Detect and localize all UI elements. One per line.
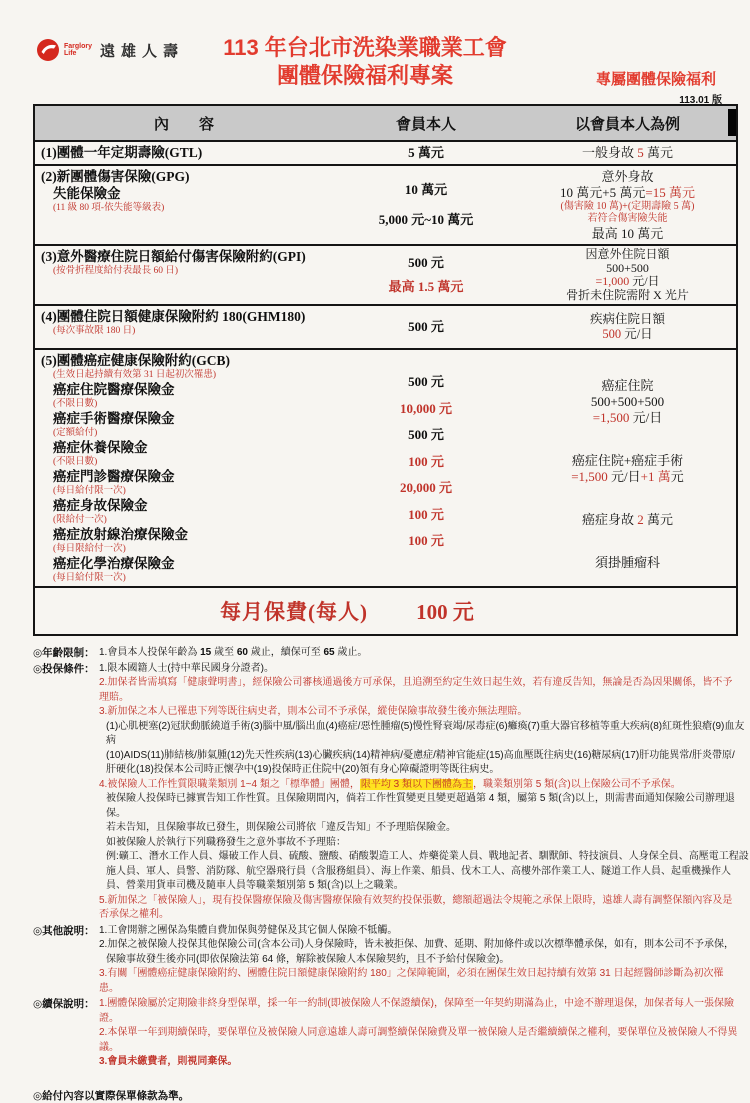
text-segment: =15 萬元 (645, 184, 695, 200)
text-segment: 元/日 (629, 410, 663, 425)
text-segment: (限給付一次) (53, 515, 107, 525)
text-segment: 10 萬元+5 萬元 (560, 184, 646, 200)
text-line (522, 555, 733, 571)
text-line (41, 202, 342, 214)
text-segment: 癌症化學治療保險金 (53, 556, 175, 571)
text-segment: 癌症門診醫療保險金 (53, 469, 175, 484)
note-renewal-body (99, 997, 742, 1070)
text-segment: 癌症手術醫療保險金 (53, 411, 175, 426)
text-line (99, 938, 742, 953)
text-segment: 限平均 3 類以下團體為主 (360, 778, 472, 790)
text-line (41, 526, 342, 543)
text-segment: 例:礦工、潛水工作人員、爆破工作人員、硫酸、鹽酸、硝酸製造工人、炸藥從業人員、戰地記者、馴獸師、特技演員、人身保全員、高壓電工程設施人員、軍人、員警、消防隊、航空器飛行員（含服務組員）、海上作業、船員、伐木工人、高樓外部作業工人、隧道工作人員、起重機操作人員、營業用貨車司機及隨車人員等職業類別第 5 類(含)以上之職業。 (106, 851, 749, 891)
text-line (41, 497, 342, 514)
text-segment: 骨折未住院需附 X 光片 (566, 287, 689, 302)
text-line (41, 325, 342, 337)
note-age-limit-body (99, 646, 742, 661)
text-segment: 10,000 元 (399, 400, 452, 416)
text-segment: 15 (200, 647, 212, 658)
text-line (41, 398, 342, 410)
text-line (336, 319, 516, 335)
text-line (99, 763, 749, 778)
text-line (522, 327, 733, 342)
text-segment: 3.有關「團體癌症健康保險附約、團體住院日額健康保險附約 180」之保障範圍，必須在團保生效日起持續有效第 31 日起經醫師診斷為初次罹患。 (99, 968, 724, 994)
text-line (99, 821, 749, 836)
text-segment: 疾病住院日額 (589, 312, 665, 326)
text-segment: (1)心肌梗塞(2)冠狀動脈繞道手術(3)腦中風/腦出血(4)癌症/惡性腫瘤(5)慢性腎衰竭/尿毒症(6)癱瘓(7)重大器官移植等重大疾病(8)紅斑性狼瘡(9)血友病 (106, 720, 745, 746)
text-line (99, 924, 742, 939)
text-segment: 100 元 (408, 533, 444, 548)
text-segment: +1 萬 (640, 469, 671, 484)
gpg-amount-cell (333, 166, 519, 244)
text-segment: 1.會員本人投保年齡為 (99, 647, 201, 658)
company-name: 遠雄人壽 (100, 42, 185, 60)
text-segment: 歲止，續保可至 (247, 647, 324, 658)
text-segment: 癌症休養保險金 (53, 440, 148, 455)
text-line (41, 265, 342, 277)
text-segment: 癌症住院+癌症手術 (571, 453, 684, 468)
text-segment: 歲止。 (334, 647, 368, 658)
text-line (522, 145, 733, 161)
text-line (336, 507, 516, 523)
text-segment: 元 (670, 469, 684, 484)
gpi-title-cell (35, 246, 333, 304)
text-line (99, 646, 742, 661)
policy-terms-footnote: ◎給付內容以實際保單條款為準。 (33, 1089, 190, 1102)
text-line (99, 676, 742, 705)
text-segment: 2.加保者皆需填寫「健康聲明書」，經保險公司審核通過後方可承保，且追溯至約定生效日起生效，若有違反告知，無論是否為因果關係，皆不予理賠。 (99, 677, 733, 703)
text-segment: 500 元 (408, 374, 444, 389)
text-segment: 元/日 (607, 469, 641, 484)
text-segment: 500+500+500 (590, 394, 665, 409)
text-segment: 500 (602, 327, 622, 341)
text-segment: 1.工會開辦之團保為集體自費加保與勞健保及其它個人保險不牴觸。 (99, 924, 398, 936)
text-segment: (按骨折程度給付表最長 60 日) (53, 266, 179, 276)
gcb-example-cell (519, 350, 736, 586)
text-segment: 失能保險金 (53, 186, 121, 201)
text-segment: 500 元 (408, 319, 444, 334)
text-line (99, 662, 742, 677)
logo-wordmark (64, 43, 92, 58)
text-line (336, 374, 516, 390)
text-segment: 如被保險人於執行下列職務發生之意外事故不予理賠： (106, 836, 346, 848)
text-line (41, 308, 330, 325)
text-line (336, 182, 516, 198)
text-segment: 元/日 (629, 274, 660, 288)
text-line (99, 894, 742, 923)
text-segment: 3.新加保之本人已罹患下列等既往病史者，則本公司不予承保，縱使保險事故發生後亦無法理賠。 (99, 706, 528, 717)
text-line (522, 289, 733, 303)
text-line (99, 792, 749, 821)
document-header (0, 0, 750, 104)
gtl-example-cell (519, 142, 736, 164)
text-line (41, 543, 342, 555)
text-segment: (3)意外醫療住院日額給付傷害保險附約(GPI) (41, 249, 306, 264)
text-line (99, 836, 749, 851)
note-renewal-label: ◎續保說明： (33, 998, 95, 1010)
text-line (522, 394, 733, 410)
text-segment: 5 (637, 145, 644, 160)
text-line (41, 248, 330, 265)
note-enrollment-conditions (33, 662, 749, 923)
text-segment: (定額給付) (53, 428, 98, 438)
text-line (522, 312, 733, 327)
text-segment: =1,000 (595, 274, 630, 288)
ghm180-example-cell (519, 306, 736, 348)
text-segment: 癌症住院 (601, 378, 654, 393)
logo-text-line2: Life (64, 50, 77, 57)
text-segment: 一般身故 (581, 145, 638, 160)
text-line (41, 369, 342, 381)
text-segment: (不限日數) (53, 399, 98, 409)
text-segment: 癌症住院醫療保險金 (53, 382, 175, 397)
text-line (522, 453, 733, 469)
premium-label: 每月保費(每人) (220, 600, 368, 624)
col-header-example: 以會員本人為例 (574, 116, 680, 133)
version-label: 113.01 版 (679, 95, 722, 106)
gpi-amount-cell (333, 246, 519, 304)
text-segment: (每次事故限 180 日) (53, 326, 136, 336)
text-segment: 60 (236, 647, 248, 658)
text-segment: (11 級 80 項-依失能等級表) (53, 203, 165, 213)
farglory-logo-icon (36, 38, 60, 62)
text-segment: 2 (637, 512, 644, 527)
text-line (336, 145, 516, 161)
text-line (99, 720, 749, 749)
text-line (99, 749, 749, 764)
text-segment: 元/日 (621, 327, 653, 341)
text-line (99, 997, 742, 1026)
text-segment: 1.團體保險屬於定期險非終身型保單，採一年一約制(即被保險人不保證續保)，保障至一年契約期滿為止，中途不辦理退保，加保者每人一張保險證。 (99, 998, 734, 1024)
text-segment: (生效日起持續有效第 31 日起初次罹患) (53, 370, 217, 380)
text-line (336, 401, 516, 417)
text-segment: 2.加保之被保險人投保其他保險公司(含本公司)人身保險時，皆未被拒保、加費、延期、附加條件或以次標準體承保，如有，則本公司不予承保， (99, 939, 734, 950)
note-enrollment-conditions-body (99, 662, 749, 923)
gpg-example-cell (519, 166, 736, 244)
text-segment: 500 元 (408, 427, 444, 442)
text-line (41, 185, 342, 202)
text-line (41, 144, 330, 161)
note-other-remarks (33, 924, 742, 997)
text-line (336, 427, 516, 443)
text-line (41, 468, 342, 485)
text-line (41, 572, 342, 584)
gcb-title-cell (35, 350, 333, 586)
col-header-member: 會員本人 (395, 116, 456, 133)
text-line (41, 410, 342, 427)
text-line (522, 169, 733, 185)
text-segment: =1,500 (571, 469, 608, 484)
text-segment: 若未告知，且保險事故已發生，則保險公司將依「違反告知」不予理賠保險金。 (106, 822, 456, 833)
text-line (99, 1055, 742, 1070)
text-line (41, 352, 330, 369)
text-segment: 意外身故 (601, 168, 654, 184)
table-row-gcb (35, 350, 736, 586)
text-line (522, 262, 733, 276)
text-segment: (1)團體一年定期壽險(GTL) (41, 145, 203, 160)
page-title (130, 34, 600, 90)
text-segment: 1.限本國籍人士(持中華民國身分證者)。 (99, 662, 274, 674)
text-segment: 100 元 (408, 453, 444, 469)
text-segment: 500 元 (408, 255, 444, 271)
text-segment: 5,000 元~10 萬元 (378, 212, 474, 227)
text-segment: (每日限給付一次) (53, 544, 126, 554)
text-segment: 保險事故發生後亦同(即依保險法第 64 條，解除被保險人本保險契約，且不予給付保險金)。 (106, 953, 510, 965)
text-segment: 萬元 (643, 145, 674, 160)
text-segment: 100 元 (408, 506, 444, 522)
table-header-row (35, 106, 736, 142)
text-segment: 被保險人投保時已據實告知工作性質。且保險期間內，倘若工作性質變更且變更超過第 4 類，屬第 5 類(含)以上，則需書面通知保險公司辦理退保。 (106, 793, 735, 819)
note-enrollment-conditions-label: ◎投保條件： (33, 662, 95, 675)
text-line (336, 454, 516, 470)
note-other-remarks-label: ◎其他說明： (33, 924, 95, 937)
text-segment: 歲至 (211, 647, 237, 658)
benefits-table (33, 104, 738, 636)
text-segment: 500+500 (606, 260, 649, 275)
text-segment: =1,500 (592, 410, 630, 425)
text-segment: 65 (323, 647, 335, 658)
text-segment: 5.新加保之「被保險人」，現有投保醫療保險及傷害醫療保險有效契約投保張數，總額超過法令規範之承保上限時，遠雄人壽有調整保額內容及是否承保之權利。 (99, 894, 733, 920)
text-segment: 癌症身故保險金 (53, 498, 148, 513)
text-line (41, 514, 342, 526)
text-segment: 20,000 元 (399, 480, 452, 495)
text-line (336, 279, 516, 295)
text-line (41, 168, 330, 185)
gpi-example-cell (519, 246, 736, 304)
text-segment: (每日給付限一次) (53, 486, 126, 496)
text-line (522, 185, 733, 201)
text-segment: 最高 10 萬元 (591, 225, 664, 241)
text-line (522, 213, 733, 226)
logo-text-line1: Farglory (64, 42, 93, 50)
text-line (99, 967, 742, 996)
text-segment: 須掛腫瘤科 (594, 555, 660, 570)
text-line (522, 201, 733, 214)
text-line (336, 480, 516, 496)
table-row-gpg (35, 166, 736, 246)
premium-row (35, 586, 736, 634)
text-segment: (傷害險 10 萬)+(定期壽險 5 萬) (560, 200, 695, 212)
text-segment: 10 萬元 (404, 182, 448, 197)
tagline: 專屬團體保險福利 (595, 71, 716, 88)
text-line (41, 439, 342, 456)
text-line (522, 410, 733, 426)
text-line (99, 1026, 742, 1055)
page-title-line1: 113 年台北市洗染業職業工會 (223, 35, 507, 60)
ghm180-amount-cell (333, 306, 519, 348)
text-line (522, 469, 733, 485)
col-header-content: 內 容 (153, 116, 214, 133)
text-line (522, 248, 733, 262)
note-other-remarks-body (99, 924, 742, 997)
text-line (99, 953, 749, 968)
note-renewal (33, 997, 742, 1070)
gpg-title-cell (35, 166, 333, 244)
text-line (41, 456, 342, 468)
text-line (41, 427, 342, 439)
gtl-title-cell (35, 142, 333, 164)
text-segment: 癌症放射線治療保險金 (53, 527, 188, 542)
text-segment: (2)新團體傷害保險(GPG) (41, 169, 190, 184)
text-line (522, 275, 733, 289)
text-segment: 5 萬元 (408, 145, 444, 160)
table-row-gtl (35, 142, 736, 166)
text-segment: 3.會員未繳費者，則視同棄保。 (99, 1056, 238, 1067)
scan-artifact-mark (728, 109, 736, 136)
table-row-gpi (35, 246, 736, 306)
text-line (336, 533, 516, 549)
text-segment: (每日給付限一次) (53, 573, 126, 583)
text-segment: (5)團體癌症健康保險附約(GCB) (41, 353, 230, 368)
text-segment: (10)AIDS(11)肺結核/肺氣腫(12)先天性疾病(13)心臟疾病(14)精神病/憂慮症/精神官能症(15)高血壓既往病史(16)糖尿病(17)肝功能異常/肝炎帶原/ (106, 749, 735, 761)
text-line (41, 555, 342, 572)
gcb-amount-cell (333, 350, 519, 586)
text-segment: 萬元 (643, 512, 674, 527)
text-segment: (4)團體住院日額健康保險附約 180(GHM180) (41, 309, 306, 324)
text-line (99, 850, 749, 894)
page-title-line2: 團體保險福利專案 (276, 63, 453, 88)
text-line (336, 212, 516, 228)
text-line (336, 255, 516, 271)
text-line (99, 705, 742, 720)
table-row-ghm180 (35, 306, 736, 350)
text-line (522, 226, 733, 242)
premium-value: 100 元 (416, 600, 474, 624)
text-segment: 肝硬化(18)投保本公司時正懷孕中(19)投保時正住院中(20)領有身心障礙證明等既往病史。 (106, 764, 500, 775)
notes-section (33, 646, 749, 1103)
text-segment: 最高 1.5 萬元 (388, 278, 464, 294)
text-segment: (不限日數) (53, 457, 98, 467)
text-segment: 若符合傷害險失能 (587, 213, 668, 224)
text-segment: 因意外住院日額 (585, 247, 670, 261)
text-line (522, 512, 733, 528)
gtl-amount-cell (333, 142, 519, 164)
note-age-limit-label: ◎年齡限制： (33, 647, 95, 659)
text-line (41, 485, 342, 497)
ghm180-title-cell (35, 306, 333, 348)
text-segment: ，職業類別第 5 類(含)以上保險公司不予承保。 (472, 778, 681, 790)
text-segment: 4.被保險人工作性質限職業類別 1~4 類之「標準體」團體， (99, 778, 360, 790)
text-line (522, 378, 733, 394)
text-segment: 2.本保單一年到期續保時，要保單位及被保險人同意遠雄人壽可調整續保保險費及單一被保險人是否繼續續保之權利，要保單位及被保險人不得異議。 (99, 1027, 738, 1053)
note-age-limit (33, 646, 742, 661)
text-segment: 癌症身故 (581, 512, 638, 527)
text-line (41, 381, 342, 398)
text-line (99, 778, 742, 793)
